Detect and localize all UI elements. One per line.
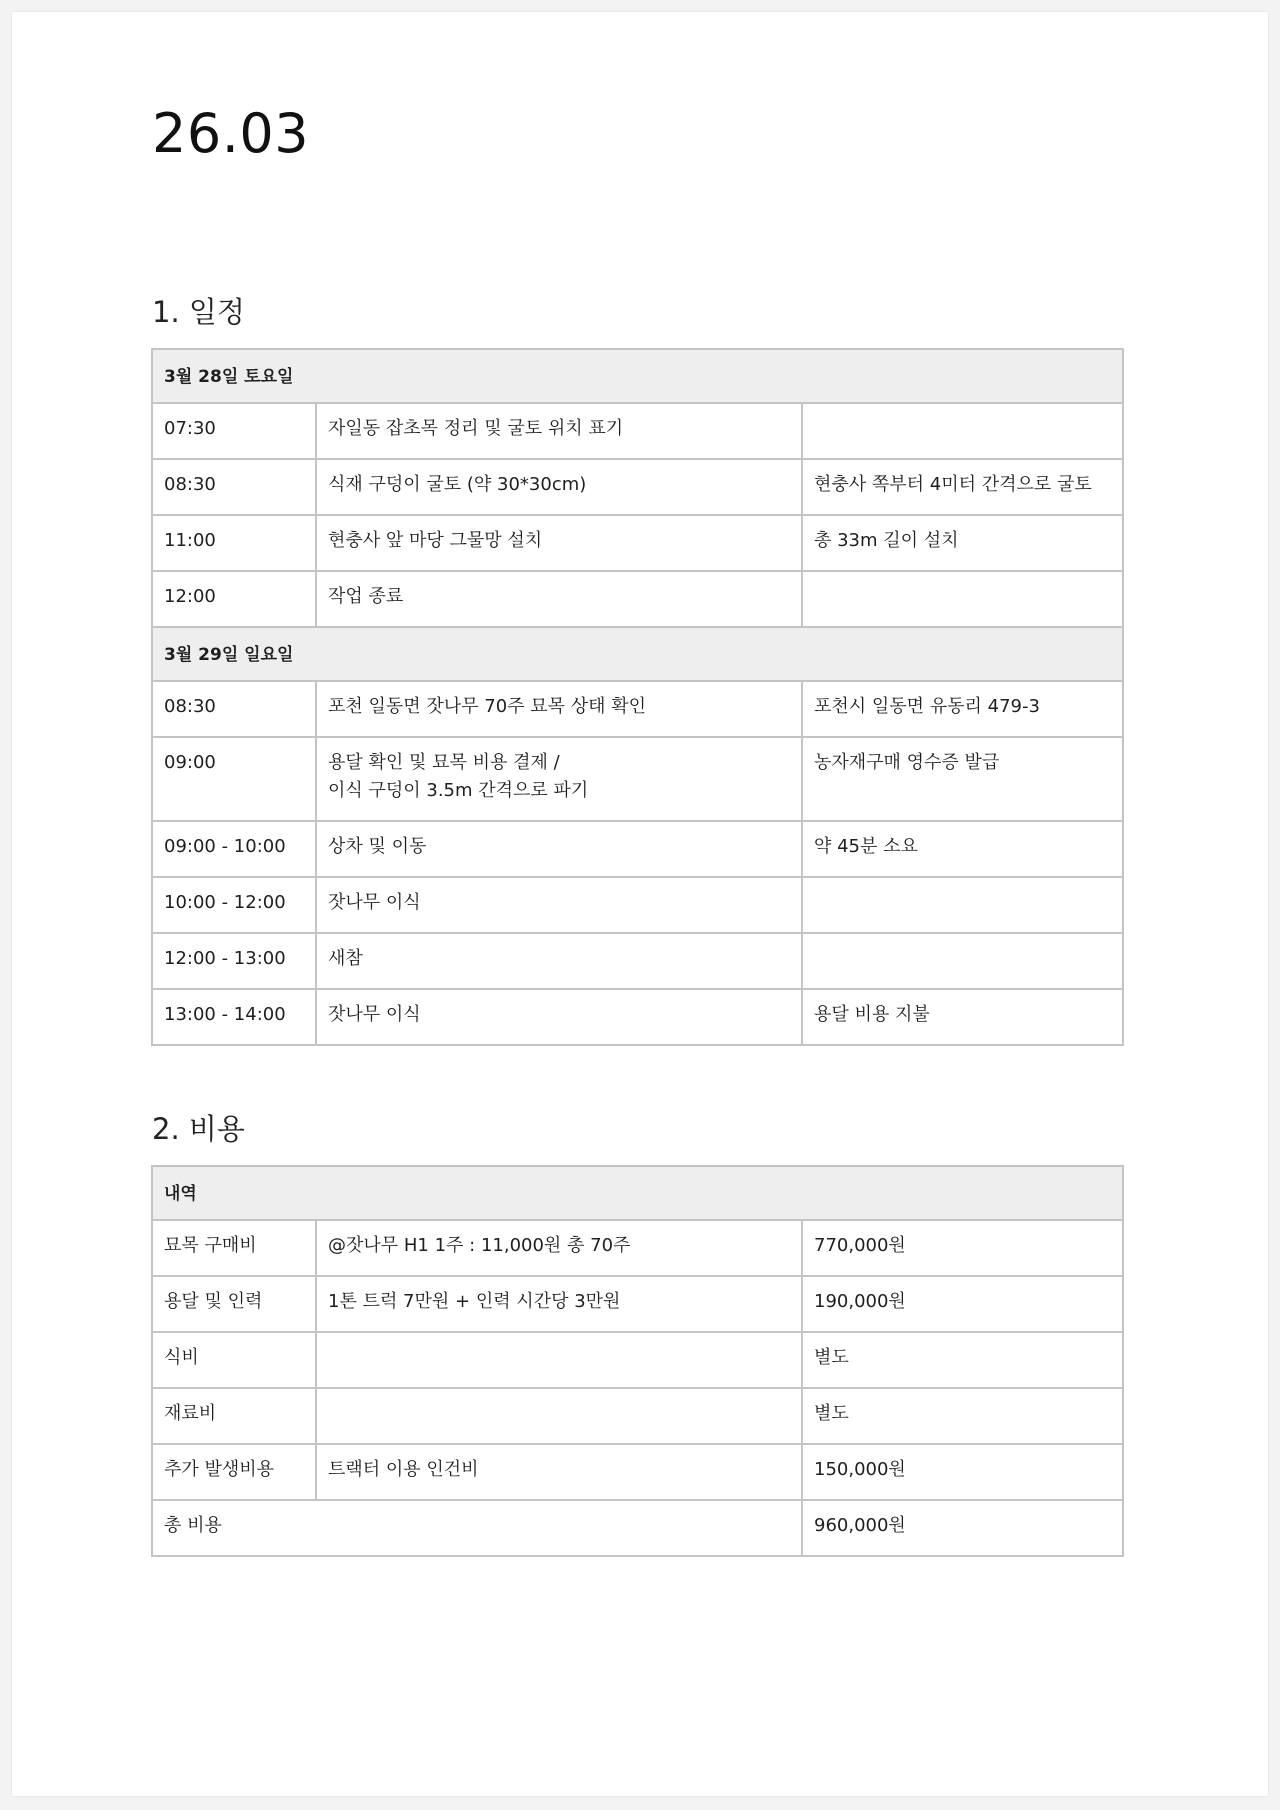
total-row [152, 1500, 1123, 1556]
item-cell: 추가 발생비용 [152, 1444, 316, 1500]
time-cell: 10:00 - 12:00 [152, 877, 316, 933]
cost-table [151, 1165, 1124, 1557]
item-cell: 식비 [152, 1332, 316, 1388]
amount-cell: 150,000원 [802, 1444, 1123, 1500]
detail-cell [316, 1388, 802, 1444]
detail-cell: @잣나무 H1 1주 : 11,000원 총 70주 [316, 1220, 802, 1276]
schedule-day-row [152, 349, 1123, 403]
amount-cell: 190,000원 [802, 1276, 1123, 1332]
time-cell: 07:30 [152, 403, 316, 459]
table-row [152, 459, 1123, 515]
day-label: 3월 29일 일요일 [152, 627, 1123, 681]
note-cell: 약 45분 소요 [802, 821, 1123, 877]
note-cell: 포천시 일동면 유동리 479-3 [802, 681, 1123, 737]
note-cell: 용달 비용 지불 [802, 989, 1123, 1045]
note-cell: 현충사 쪽부터 4미터 간격으로 굴토 [802, 459, 1123, 515]
task-line: 이식 구덩이 3.5m 간격으로 파기 [328, 780, 589, 801]
schedule-day-row [152, 627, 1123, 681]
cost-header-label: 내역 [152, 1166, 1123, 1220]
task-cell: 상차 및 이동 [316, 821, 802, 877]
task-cell: 작업 종료 [316, 571, 802, 627]
amount-cell: 별도 [802, 1388, 1123, 1444]
time-cell: 13:00 - 14:00 [152, 989, 316, 1045]
table-row [152, 1220, 1123, 1276]
time-cell: 09:00 - 10:00 [152, 821, 316, 877]
table-row [152, 403, 1123, 459]
detail-cell: 트랙터 이용 인건비 [316, 1444, 802, 1500]
task-cell: 잣나무 이식 [316, 877, 802, 933]
task-cell: 새참 [316, 933, 802, 989]
item-cell: 묘목 구매비 [152, 1220, 316, 1276]
task-cell: 자일동 잡초목 정리 및 굴토 위치 표기 [316, 403, 802, 459]
note-cell [802, 571, 1123, 627]
time-cell: 11:00 [152, 515, 316, 571]
amount-cell: 별도 [802, 1332, 1123, 1388]
note-cell [802, 403, 1123, 459]
task-cell: 식재 구덩이 굴토 (약 30*30cm) [316, 459, 802, 515]
note-cell: 농자재구매 영수증 발급 [802, 737, 1123, 821]
table-row [152, 571, 1123, 627]
task-line: 용달 확인 및 묘목 비용 결제 / [328, 752, 560, 773]
amount-cell: 770,000원 [802, 1220, 1123, 1276]
table-row [152, 1444, 1123, 1500]
task-cell: 포천 일동면 잣나무 70주 묘목 상태 확인 [316, 681, 802, 737]
note-cell [802, 933, 1123, 989]
time-cell: 08:30 [152, 459, 316, 515]
table-row [152, 1332, 1123, 1388]
item-cell: 재료비 [152, 1388, 316, 1444]
table-row [152, 1388, 1123, 1444]
detail-cell: 1톤 트럭 7만원 + 인력 시간당 3만원 [316, 1276, 802, 1332]
time-cell: 12:00 - 13:00 [152, 933, 316, 989]
schedule-table [151, 348, 1124, 1046]
table-row [152, 737, 1123, 821]
day-label: 3월 28일 토요일 [152, 349, 1123, 403]
table-row [152, 1276, 1123, 1332]
table-row [152, 681, 1123, 737]
item-cell: 용달 및 인력 [152, 1276, 316, 1332]
note-cell: 총 33m 길이 설치 [802, 515, 1123, 571]
task-cell: 잣나무 이식 [316, 989, 802, 1045]
time-cell: 09:00 [152, 737, 316, 821]
table-row [152, 515, 1123, 571]
cost-heading: 2. 비용 [152, 1112, 245, 1146]
schedule-heading: 1. 일정 [152, 295, 245, 329]
total-amount: 960,000원 [802, 1500, 1123, 1556]
time-cell: 12:00 [152, 571, 316, 627]
task-cell [316, 737, 802, 821]
total-label: 총 비용 [152, 1500, 802, 1556]
document-page [12, 12, 1268, 1796]
document-title: 26.03 [152, 102, 310, 165]
table-row [152, 989, 1123, 1045]
table-row [152, 933, 1123, 989]
note-cell [802, 877, 1123, 933]
detail-cell [316, 1332, 802, 1388]
cost-header-row [152, 1166, 1123, 1220]
task-cell: 현충사 앞 마당 그물망 설치 [316, 515, 802, 571]
time-cell: 08:30 [152, 681, 316, 737]
table-row [152, 877, 1123, 933]
table-row [152, 821, 1123, 877]
